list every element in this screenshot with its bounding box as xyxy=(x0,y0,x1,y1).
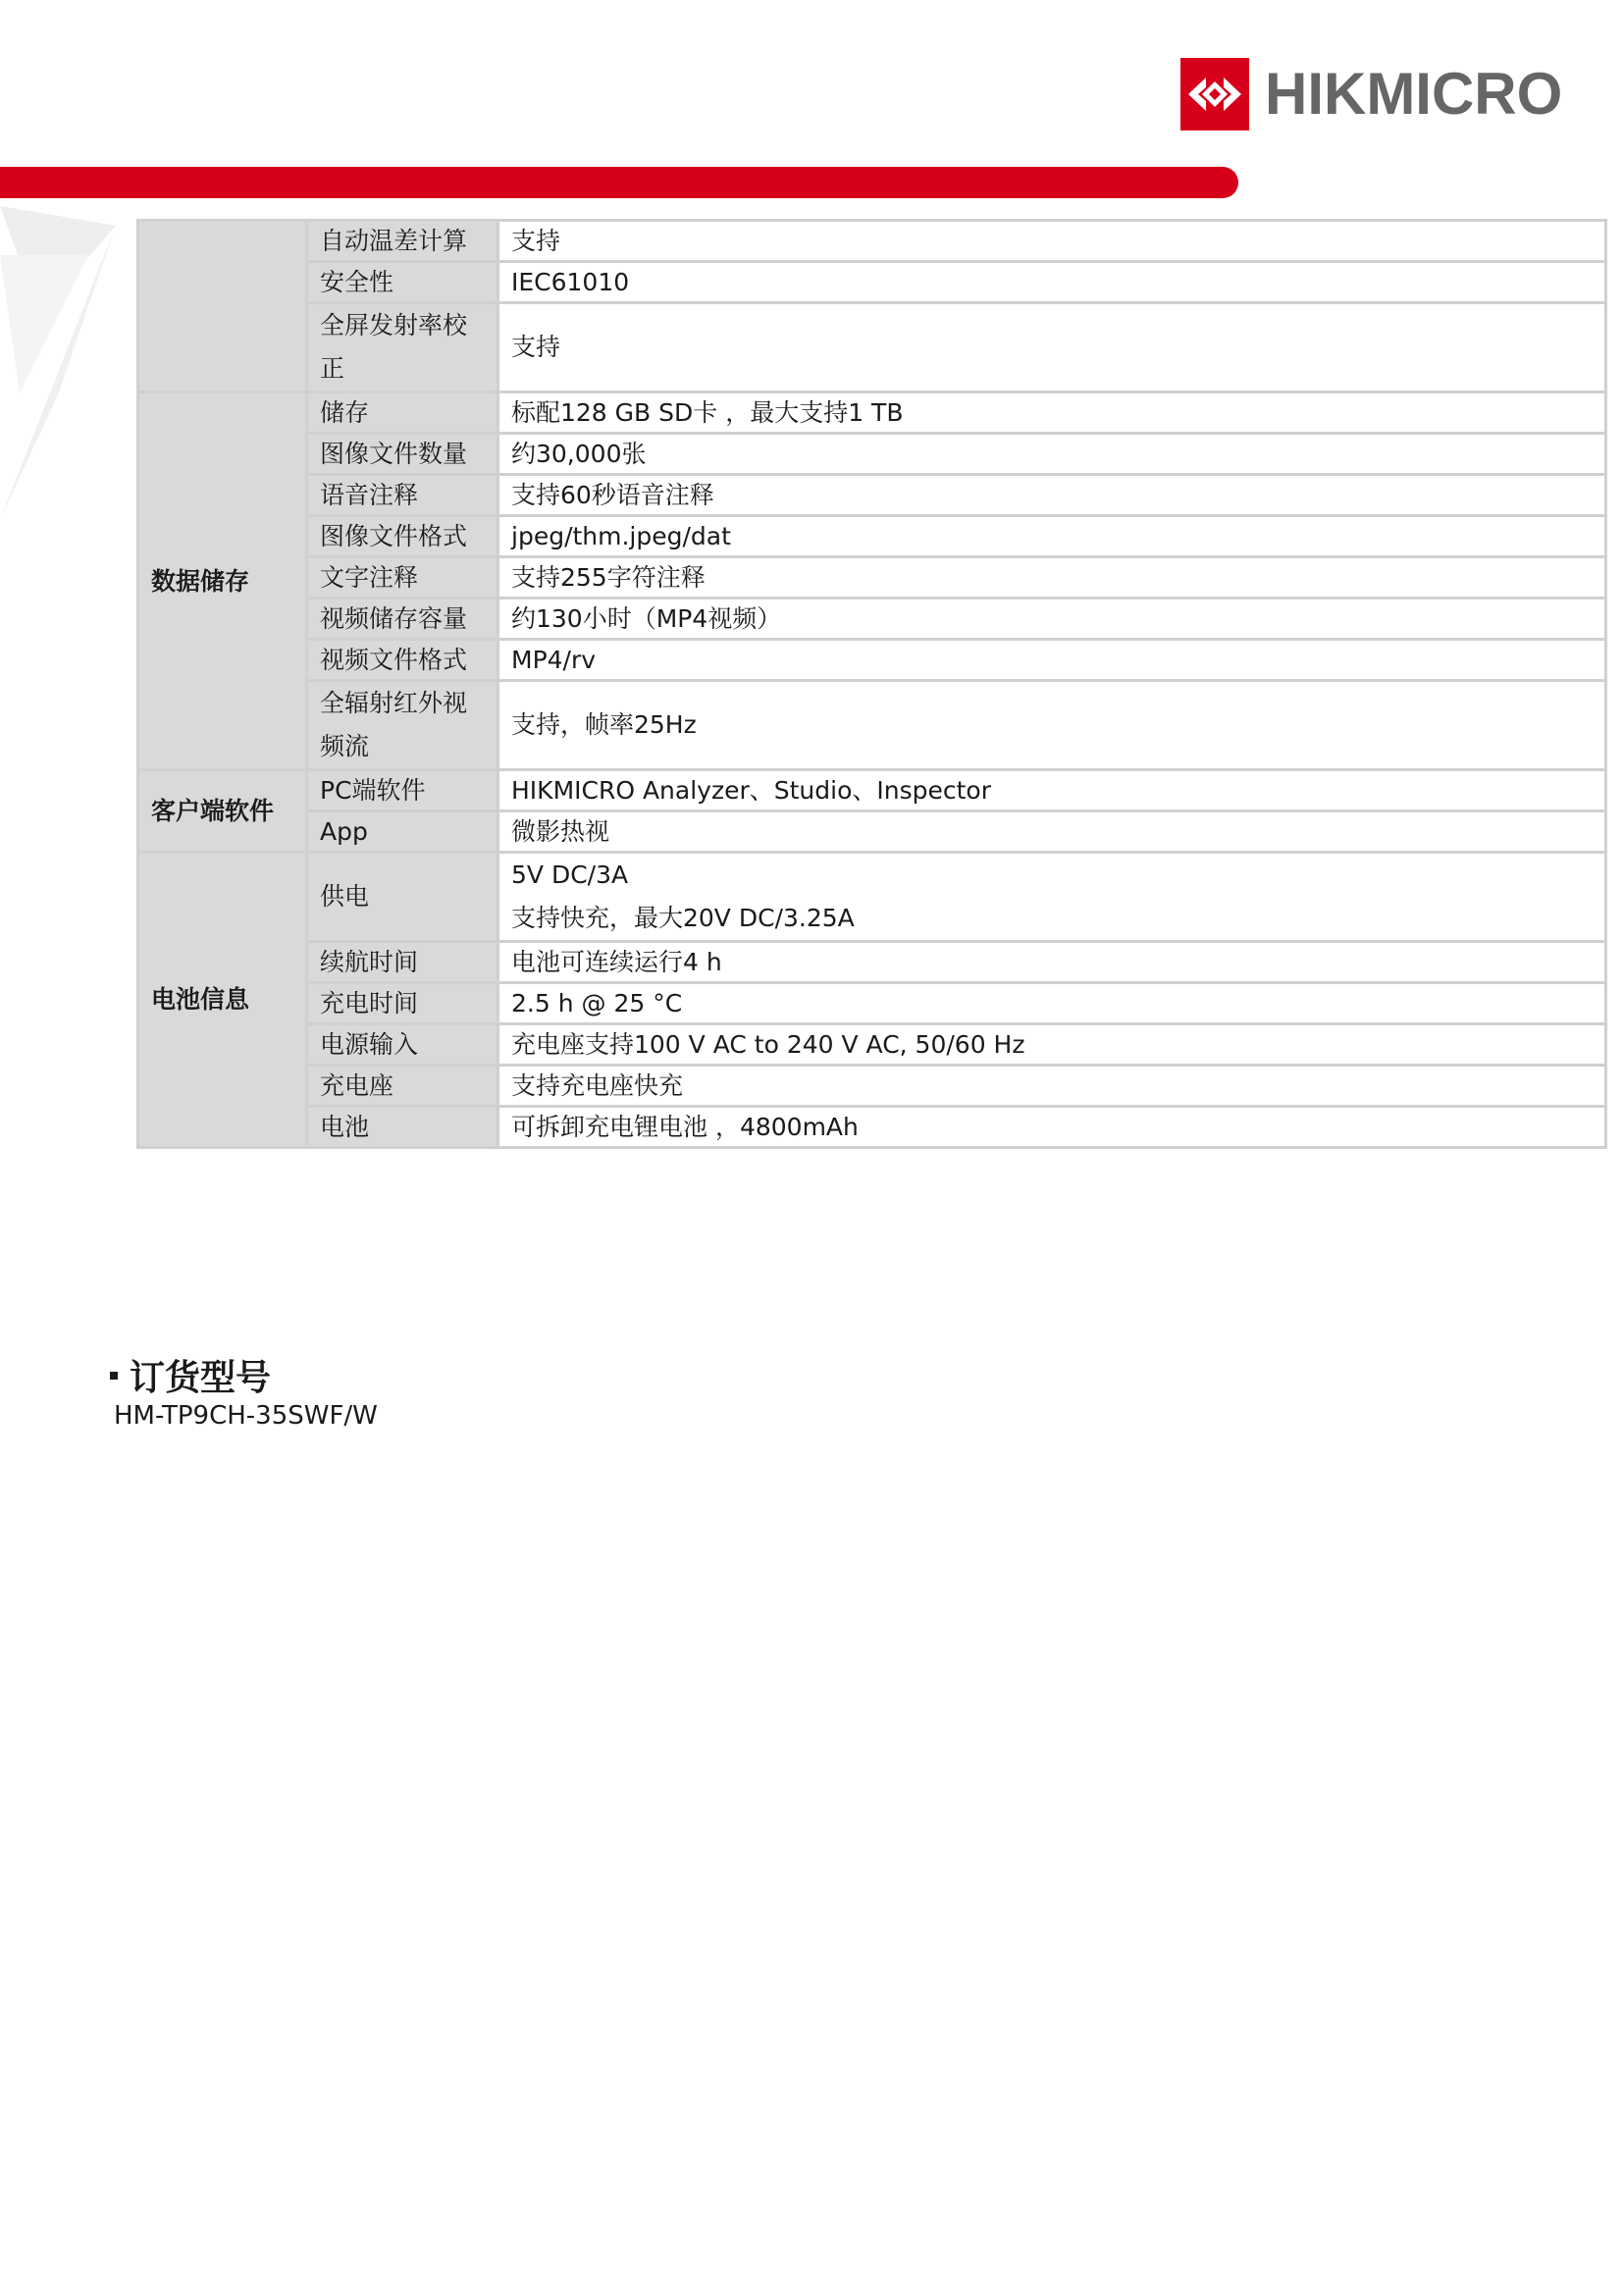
spec-value: 2.5 h @ 25 °C xyxy=(498,983,1606,1024)
spec-value: 约30,000张 xyxy=(498,434,1606,475)
spec-value: 支持，帧率25Hz xyxy=(498,681,1606,770)
table-row xyxy=(138,557,1606,599)
table-row xyxy=(138,942,1606,983)
spec-value xyxy=(498,853,1606,942)
spec-key: 电池 xyxy=(307,1107,498,1148)
spec-key: 视频文件格式 xyxy=(307,640,498,681)
table-row xyxy=(138,811,1606,853)
table-row xyxy=(138,983,1606,1024)
header-red-bar xyxy=(0,167,1238,198)
table-row xyxy=(138,770,1606,811)
table-row xyxy=(138,1024,1606,1066)
spec-value: 支持255字符注释 xyxy=(498,557,1606,599)
spec-value: 支持 xyxy=(498,303,1606,392)
hikmicro-logo-icon xyxy=(1180,58,1249,130)
table-row xyxy=(138,1107,1606,1148)
table-row xyxy=(138,434,1606,475)
table-row xyxy=(138,475,1606,516)
spec-key: 储存 xyxy=(307,392,498,434)
table-row xyxy=(138,262,1606,303)
table-row xyxy=(138,221,1606,262)
table-row xyxy=(138,1066,1606,1107)
spec-value: 标配128 GB SD卡 ，最大支持1 TB xyxy=(498,392,1606,434)
table-row xyxy=(138,640,1606,681)
spec-key: 文字注释 xyxy=(307,557,498,599)
table-row xyxy=(138,392,1606,434)
decorative-shape xyxy=(0,196,118,530)
spec-key: App xyxy=(307,811,498,853)
spec-value: 支持 xyxy=(498,221,1606,262)
spec-key: 视频储存容量 xyxy=(307,599,498,640)
spec-value: 支持充电座快充 xyxy=(498,1066,1606,1107)
brand-logo xyxy=(1180,57,1562,131)
spec-value: IEC61010 xyxy=(498,262,1606,303)
spec-value: 充电座支持100 V AC to 240 V AC, 50/60 Hz xyxy=(498,1024,1606,1066)
spec-key: 充电时间 xyxy=(307,983,498,1024)
spec-value: MP4/rv xyxy=(498,640,1606,681)
spec-key: 充电座 xyxy=(307,1066,498,1107)
category-cell xyxy=(138,221,307,392)
bullet-icon xyxy=(110,1372,118,1380)
table-row xyxy=(138,681,1606,770)
brand-name: HIKMICRO xyxy=(1265,61,1563,127)
spec-value: HIKMICRO Analyzer、Studio、Inspector xyxy=(498,770,1606,811)
spec-value: 可拆卸充电锂电池 ，4800mAh xyxy=(498,1107,1606,1148)
spec-key: 自动温差计算 xyxy=(307,221,498,262)
spec-key: 安全性 xyxy=(307,262,498,303)
order-model-number: HM-TP9CH-35SWF/W xyxy=(114,1401,378,1431)
spec-value: 约130小时（MP4视频） xyxy=(498,599,1606,640)
spec-key: PC端软件 xyxy=(307,770,498,811)
spec-table xyxy=(136,219,1607,1149)
spec-value: jpeg/thm.jpeg/dat xyxy=(498,516,1606,557)
category-cell: 客户端软件 xyxy=(138,770,307,853)
table-row xyxy=(138,516,1606,557)
spec-key: 全屏发射率校正 xyxy=(307,303,498,392)
spec-value-line: 支持快充，最大20V DC/3.25A xyxy=(511,904,855,932)
spec-key: 图像文件数量 xyxy=(307,434,498,475)
spec-key: 全辐射红外视频流 xyxy=(307,681,498,770)
spec-key: 续航时间 xyxy=(307,942,498,983)
order-title: 订货型号 xyxy=(130,1358,272,1398)
table-row xyxy=(138,853,1606,942)
table-row xyxy=(138,303,1606,392)
spec-value-line: 5V DC/3A xyxy=(511,861,629,889)
category-cell: 数据储存 xyxy=(138,392,307,770)
spec-key: 电源输入 xyxy=(307,1024,498,1066)
order-section-heading xyxy=(110,1350,271,1400)
category-cell: 电池信息 xyxy=(138,853,307,1148)
spec-key: 供电 xyxy=(307,853,498,942)
spec-key: 图像文件格式 xyxy=(307,516,498,557)
spec-value: 电池可连续运行4 h xyxy=(498,942,1606,983)
spec-value: 支持60秒语音注释 xyxy=(498,475,1606,516)
spec-key: 语音注释 xyxy=(307,475,498,516)
spec-value: 微影热视 xyxy=(498,811,1606,853)
table-row xyxy=(138,599,1606,640)
